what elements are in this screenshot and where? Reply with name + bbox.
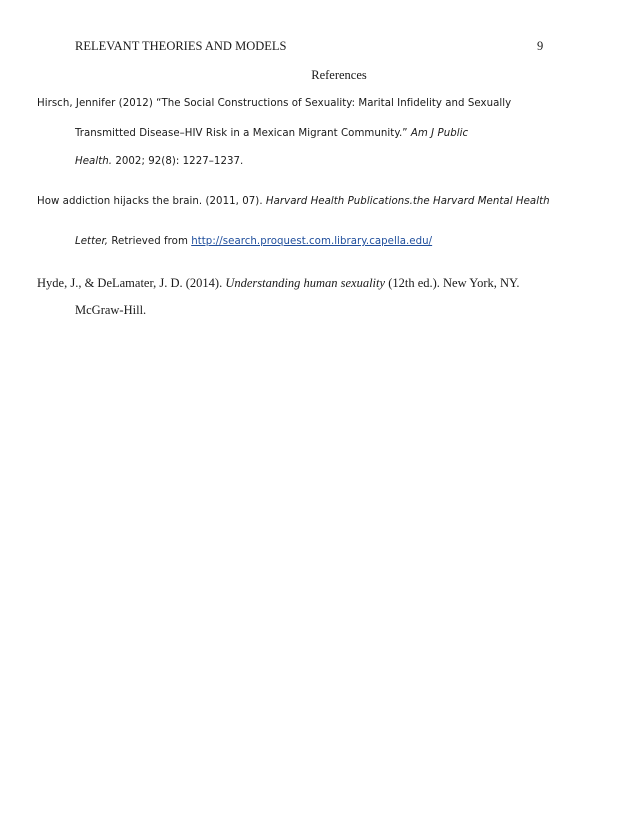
reference-line <box>37 196 550 207</box>
reference-line <box>37 276 520 291</box>
reference-line <box>75 303 146 318</box>
reference-text: McGraw-Hill. <box>75 303 147 317</box>
reference-text: Retrieved from <box>108 236 192 247</box>
reference-text: Hyde, J., & DeLamater, J. D. (2014). <box>37 276 226 290</box>
reference-line <box>75 156 243 167</box>
references-heading: References <box>311 68 367 82</box>
page-number: 9 <box>537 39 544 53</box>
reference-text: (12th ed.). New York, NY. <box>385 276 520 290</box>
reference-text: 2002; 92(8): 1227–1237. <box>112 156 244 167</box>
publication-title: Harvard Health Publications.the Harvard Mental Health <box>265 196 550 207</box>
journal-title: Am J Public <box>410 128 469 139</box>
proquest-link[interactable]: http://search.proquest.com.library.capella.edu/ <box>191 236 433 247</box>
running-head: RELEVANT THEORIES AND MODELS <box>75 39 287 53</box>
publication-title: Letter, <box>75 236 109 247</box>
reference-line <box>75 236 432 247</box>
reference-text: Hirsch, Jennifer (2012) “The Social Constructions of Sexuality: Marital Infidelity and Sexually <box>37 98 512 109</box>
journal-title: Health. <box>75 156 113 167</box>
reference-line <box>75 128 468 139</box>
reference-line <box>37 98 511 109</box>
reference-text: Transmitted Disease–HIV Risk in a Mexican Migrant Community.” <box>75 128 411 139</box>
book-title: Understanding human sexuality <box>225 276 386 290</box>
reference-text: How addiction hijacks the brain. (2011, 07). <box>37 196 266 207</box>
